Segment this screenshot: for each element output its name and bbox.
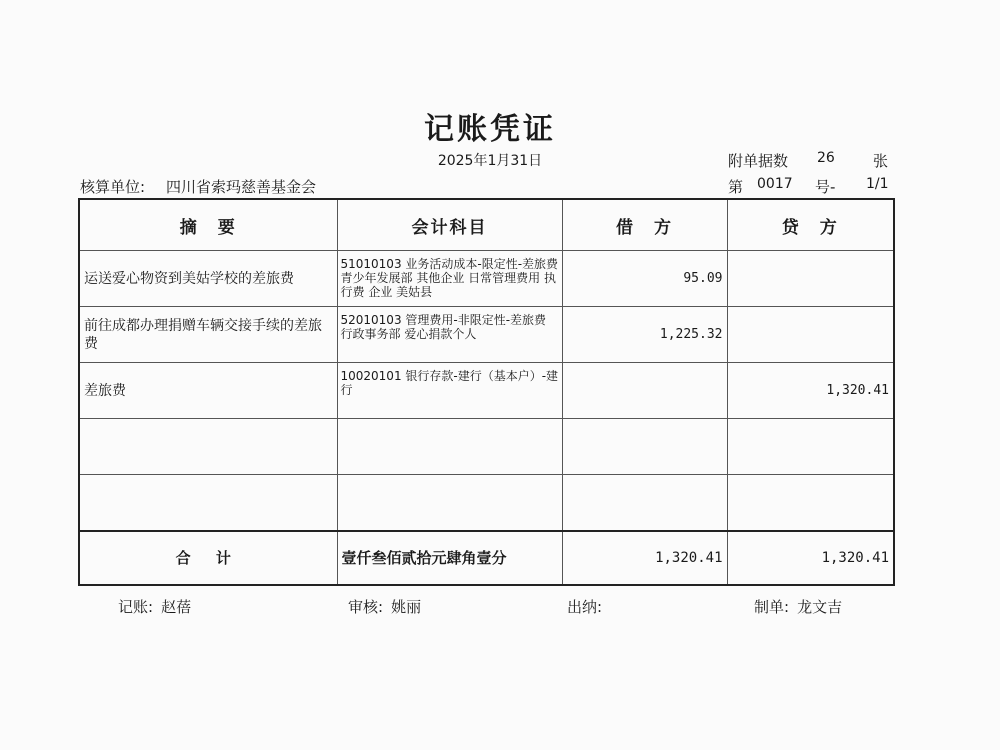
total-row <box>79 531 894 585</box>
row-debit: 95.09 <box>562 251 727 307</box>
row-debit <box>562 363 727 419</box>
accounting-unit-name: 四川省索玛慈善基金会 <box>166 178 317 196</box>
voucher-page: 1/1 <box>866 176 889 192</box>
total-label: 合 计 <box>79 531 337 585</box>
preparer-signature <box>754 596 842 617</box>
voucher-number: 0017 <box>757 176 793 192</box>
voucher-number-prefix: 第 <box>728 178 744 196</box>
attachments-label: 附单据数 <box>728 152 789 170</box>
voucher-number-suffix: 号- <box>815 178 836 196</box>
row-summary <box>79 419 337 475</box>
table-row <box>79 363 894 419</box>
preparer-label: 制单: <box>754 598 790 616</box>
attachments-count: 26 <box>817 150 835 166</box>
table-row <box>79 307 894 363</box>
column-header-credit: 贷 方 <box>727 199 894 251</box>
row-summary: 运送爱心物资到美姑学校的差旅费 <box>79 251 337 307</box>
row-credit <box>727 307 894 363</box>
column-header-debit: 借 方 <box>562 199 727 251</box>
cashier-signature <box>567 596 610 617</box>
column-header-account: 会计科目 <box>337 199 562 251</box>
reviewer-signature <box>348 596 421 617</box>
row-debit <box>562 419 727 475</box>
preparer-name: 龙文吉 <box>797 598 843 616</box>
bookkeeper-label: 记账: <box>118 598 154 616</box>
row-account <box>337 475 562 531</box>
row-debit <box>562 475 727 531</box>
reviewer-name: 姚丽 <box>391 598 422 616</box>
row-account: 51010103 业务活动成本-限定性-差旅费 青少年发展部 其他企业 日常管理费用 执行费 企业 美姑县 <box>337 251 562 307</box>
total-amount-words: 壹仟叁佰贰拾元肆角壹分 <box>337 531 562 585</box>
row-credit: 1,320.41 <box>727 363 894 419</box>
bookkeeper-name: 赵蓓 <box>161 598 192 616</box>
table-row <box>79 251 894 307</box>
row-debit: 1,225.32 <box>562 307 727 363</box>
row-account: 52010103 管理费用-非限定性-差旅费 行政事务部 爱心捐款个人 <box>337 307 562 363</box>
table-row <box>79 475 894 531</box>
row-account: 10020101 银行存款-建行（基本户）-建行 <box>337 363 562 419</box>
cashier-label: 出纳: <box>567 598 603 616</box>
row-credit <box>727 251 894 307</box>
column-header-summary: 摘 要 <box>79 199 337 251</box>
row-credit <box>727 419 894 475</box>
table-row <box>79 419 894 475</box>
voucher-date: 2025年1月31日 <box>437 153 543 169</box>
row-summary: 前往成都办理捐赠车辆交接手续的差旅费 <box>79 307 337 363</box>
attachments-unit: 张 <box>873 152 889 170</box>
accounting-unit-label: 核算单位: <box>80 178 146 196</box>
row-summary <box>79 475 337 531</box>
total-credit: 1,320.41 <box>727 531 894 585</box>
total-debit: 1,320.41 <box>562 531 727 585</box>
reviewer-label: 审核: <box>348 598 384 616</box>
voucher-table <box>78 198 895 586</box>
voucher-title: 记账凭证 <box>424 112 556 147</box>
table-header-row <box>79 199 894 251</box>
row-credit <box>727 475 894 531</box>
row-summary: 差旅费 <box>79 363 337 419</box>
bookkeeper-signature <box>118 596 191 617</box>
row-account <box>337 419 562 475</box>
